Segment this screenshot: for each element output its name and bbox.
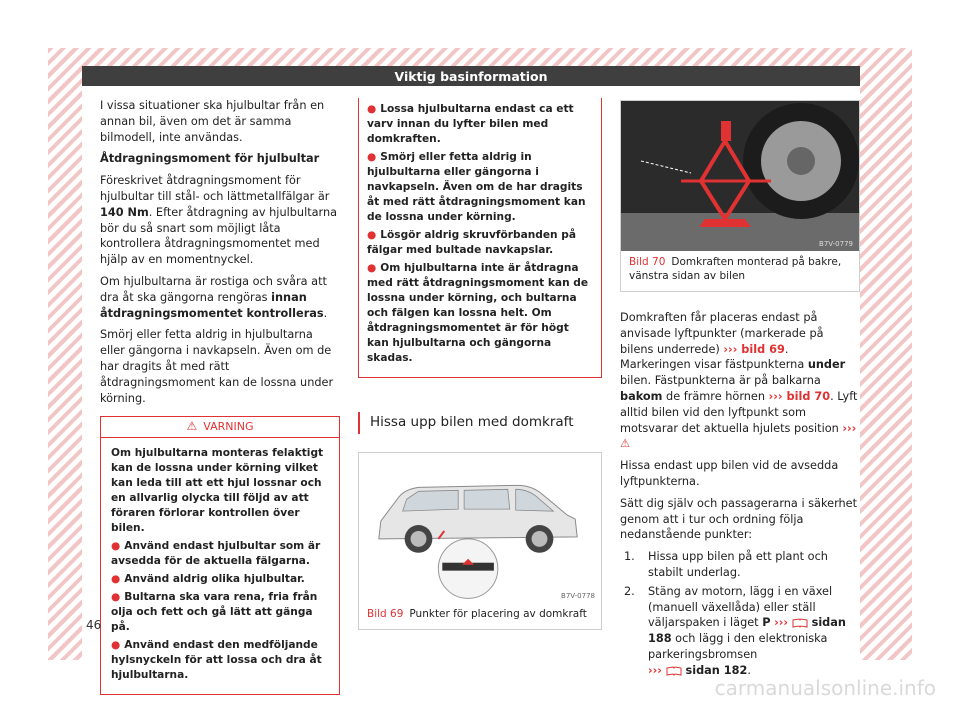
column-left [100, 98, 340, 695]
bullet-icon: ● [111, 573, 121, 586]
text: . [323, 306, 328, 320]
bold-text: under [807, 358, 846, 372]
bullet-icon: ● [111, 639, 121, 652]
step-text [648, 584, 860, 679]
torque-paragraph [100, 173, 340, 268]
jack-illustration [621, 101, 859, 251]
text: Föreskrivet åtdragningsmoment för hjulbultar till stål- och lättmetallfälgar är [100, 174, 330, 203]
step-text: Hissa upp bilen på ett plant och stabilt underlag. [648, 550, 828, 579]
text: och lägg i den elektroniska parkeringsbromsen [648, 632, 828, 661]
bullet-icon: ● [111, 591, 121, 604]
reference-link[interactable]: ››› [648, 663, 662, 677]
page-reference[interactable]: sidan 182 [681, 663, 748, 677]
page-reference[interactable]: sidan 188 [648, 616, 846, 646]
warning-triangle-icon: ⚠ [186, 419, 198, 434]
bold-text: bakom [620, 389, 663, 403]
text: . Efter åtdragning av hjulbultarna bör du så snart som möjligt låta kontrollera åtdragningsmomentet med hjälp av en momentnyckel. [100, 205, 338, 267]
figure-70 [620, 100, 860, 292]
figure-label: Bild 69 [367, 608, 404, 620]
reference-link[interactable]: ››› bild 70 [768, 389, 831, 403]
text: Om hjulbultarna är rostiga och svåra att dra åt ska gängorna rengöras [100, 274, 327, 304]
step-number: 1. [624, 550, 635, 564]
torque-heading: Åtdragningsmoment för hjulbultar [100, 152, 320, 166]
figure-caption [359, 603, 601, 629]
warning-item [367, 261, 593, 366]
text: . Markeringen visar fästpunkterna [620, 342, 808, 372]
warning-item [111, 590, 329, 635]
text: Stäng av motorn, lägg i en växel (manuell växellåda) eller ställ väljarspaken i läget [648, 584, 833, 630]
safety-paragraph: Sätt dig själv och passagerarna i säkerhet genom att i tur och ordning följa nedanstående punkter: [620, 496, 858, 542]
watermark: carmanualsonline.info [714, 676, 936, 700]
warning-item [367, 228, 593, 258]
text: Smörj eller fetta aldrig in hjulbultarna eller gängorna i navkapseln. Även om de har dragits åt med rätt åtdragningsmoment kan de lossna under körning. [367, 151, 586, 223]
caption-text: Punkter för placering av domkraft [409, 608, 587, 620]
text: Använd endast den medföljande hylsnyckeln för att lossa och dra åt hjulbultarna. [111, 639, 322, 682]
book-reference-icon [792, 618, 808, 628]
figure-code: B7V-0778 [561, 592, 595, 600]
warning-item [111, 572, 329, 587]
warning-item [367, 150, 593, 225]
page-header [82, 66, 860, 86]
warning-title-text: VARNING [203, 420, 254, 434]
step-item [620, 549, 860, 581]
text: . Lyft alltid bilen vid den lyftpunkt som motsvarar det aktuella hjulets position [620, 389, 858, 435]
step-number: 2. [624, 584, 635, 598]
bullet-icon: ● [367, 229, 377, 241]
text: Om hjulbultarna inte är åtdragna med rätt åtdragningsmoment kan de lossna under körning, och bultarna och fälgen kan lossna helt. Om åtdragningsmomentet är för högt kan hjulbultarna och gängorna skadas. [367, 262, 589, 364]
warning-item [111, 539, 329, 569]
reference-link[interactable]: ››› bild 69 [723, 342, 785, 356]
lift-paragraph: Hissa endast upp bilen vid de avsedda lyftpunkterna. [620, 459, 839, 488]
warning-box [100, 416, 340, 695]
text: bilen. Fästpunkterna är på balkarna [620, 374, 821, 388]
bullet-icon: ● [367, 103, 377, 115]
jack-paragraph [620, 310, 860, 452]
text: Domkraften får placeras endast på anvisade lyftpunkter (markerade på bilens underrede) [620, 311, 824, 356]
steps-list [620, 549, 860, 678]
bullet-icon: ● [367, 151, 377, 163]
rust-paragraph [100, 274, 340, 321]
page-number: 46 [86, 618, 102, 632]
reference-link[interactable]: ››› [842, 421, 857, 435]
warning-body [101, 438, 339, 694]
gear-p: P [762, 616, 771, 630]
warning-triangle-icon: ⚠ [620, 437, 631, 451]
warning-lead: Om hjulbultarna monteras felaktigt kan de lossna under körning vilket kan leda till att ett hjul lossnar och en allvarlig olycka till följd av att föraren förlorar kontrollen över bilen. [111, 447, 324, 535]
section-title: Hissa upp bilen med domkraft [358, 412, 602, 434]
header-title: Viktig basinformation [394, 68, 548, 84]
figure-69 [358, 452, 602, 630]
figure-code: B7V-0779 [819, 240, 853, 248]
reference-link[interactable]: ››› [774, 616, 789, 630]
figure-caption [621, 251, 859, 291]
text: Använd aldrig olika hjulbultar. [124, 573, 305, 586]
bullet-icon: ● [367, 262, 377, 274]
grease-paragraph: Smörj eller fetta aldrig in hjulbultarna eller gängorna i navkapseln. Även om de har dragits åt med rätt åtdragningsmoment kan de lossna under körning. [100, 328, 334, 405]
warning-box-continued [358, 98, 602, 378]
column-middle [358, 98, 602, 630]
warning-item [367, 102, 593, 147]
warning-title [101, 417, 339, 438]
text: Lossa hjulbultarna endast ca ett varv innan du lyfter bilen med domkraften. [367, 103, 574, 145]
figure-label: Bild 70 [629, 256, 666, 268]
text: Bultarna ska vara rena, fria från olja och fett och gå lätt att gänga på. [111, 591, 318, 634]
torque-value: 140 Nm [100, 205, 149, 219]
column-right [620, 98, 860, 682]
text: de främre hörnen [662, 389, 769, 403]
bullet-icon: ● [111, 540, 121, 553]
caption-text: Domkraften monterad på bakre, vänstra sidan av bilen [629, 256, 842, 282]
car-side-illustration [359, 453, 601, 603]
step-item [620, 584, 860, 679]
text: Lösgör aldrig skruvförbanden på fälgar med bultade navkapslar. [367, 229, 576, 256]
text: . [747, 663, 751, 677]
intro-text: I vissa situationer ska hjulbultar från en annan bil, även om det är samma bilmodell, inte användas. [100, 99, 325, 144]
text: Använd endast hjulbultar som är avsedda för de aktuella fälgarna. [111, 540, 321, 568]
book-reference-icon [666, 666, 682, 676]
bold-text: innan åtdragningsmomentet kontrolleras [100, 290, 324, 320]
